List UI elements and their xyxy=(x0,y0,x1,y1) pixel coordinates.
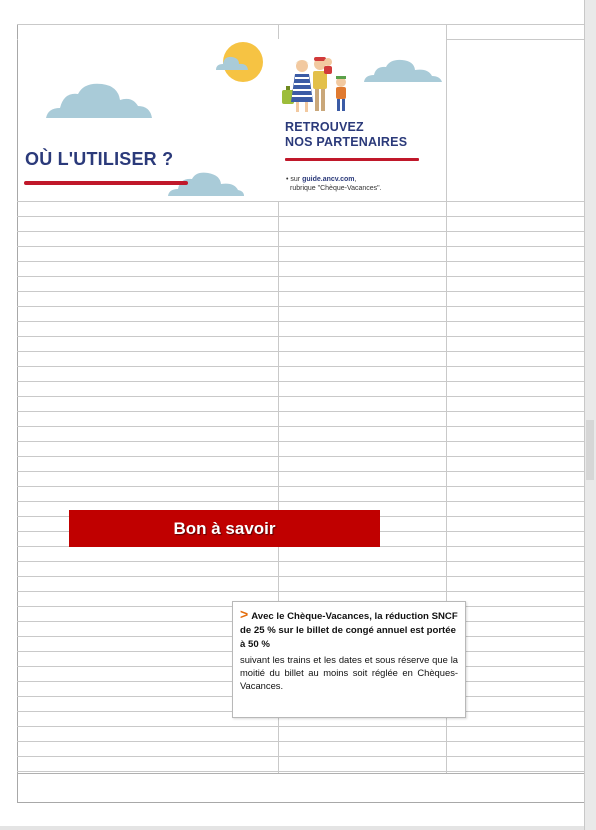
info-headline-text: Avec le Chèque-Vacances, la réduction SNCF de 25 % sur le billet de congé annuel est portée à 50 % xyxy=(240,611,458,650)
cloud-icon xyxy=(362,58,444,84)
guide-link[interactable]: guide.ancv.com xyxy=(302,176,355,183)
note-line2: rubrique "Chèque-Vacances". xyxy=(290,185,382,192)
page-title: OÙ L'UTILISER ? xyxy=(25,149,174,169)
info-textbox[interactable] xyxy=(232,601,466,718)
title-underline xyxy=(24,181,188,185)
partners-title-line1: RETROUVEZ xyxy=(285,120,364,134)
note-prefix: • sur xyxy=(286,176,303,183)
partners-title xyxy=(285,120,435,150)
info-body: suivant les trains et les dates et sous réserve que la moitié du billet au moins soit réglée en Chèques-Vacances. xyxy=(240,654,458,691)
arrow-bullet-icon: > xyxy=(240,606,249,622)
cloud-icon xyxy=(44,80,154,120)
partners-title-line2: NOS PARTENAIRES xyxy=(285,135,408,149)
partners-underline xyxy=(285,158,419,161)
partners-note xyxy=(286,175,436,193)
note-suffix: , xyxy=(354,176,357,183)
good-to-know-banner xyxy=(69,510,380,547)
cloud-icon xyxy=(214,53,250,71)
banner-title: Bon à savoir xyxy=(173,518,276,538)
info-headline xyxy=(240,607,458,652)
family-travelers-illustration xyxy=(280,54,352,114)
